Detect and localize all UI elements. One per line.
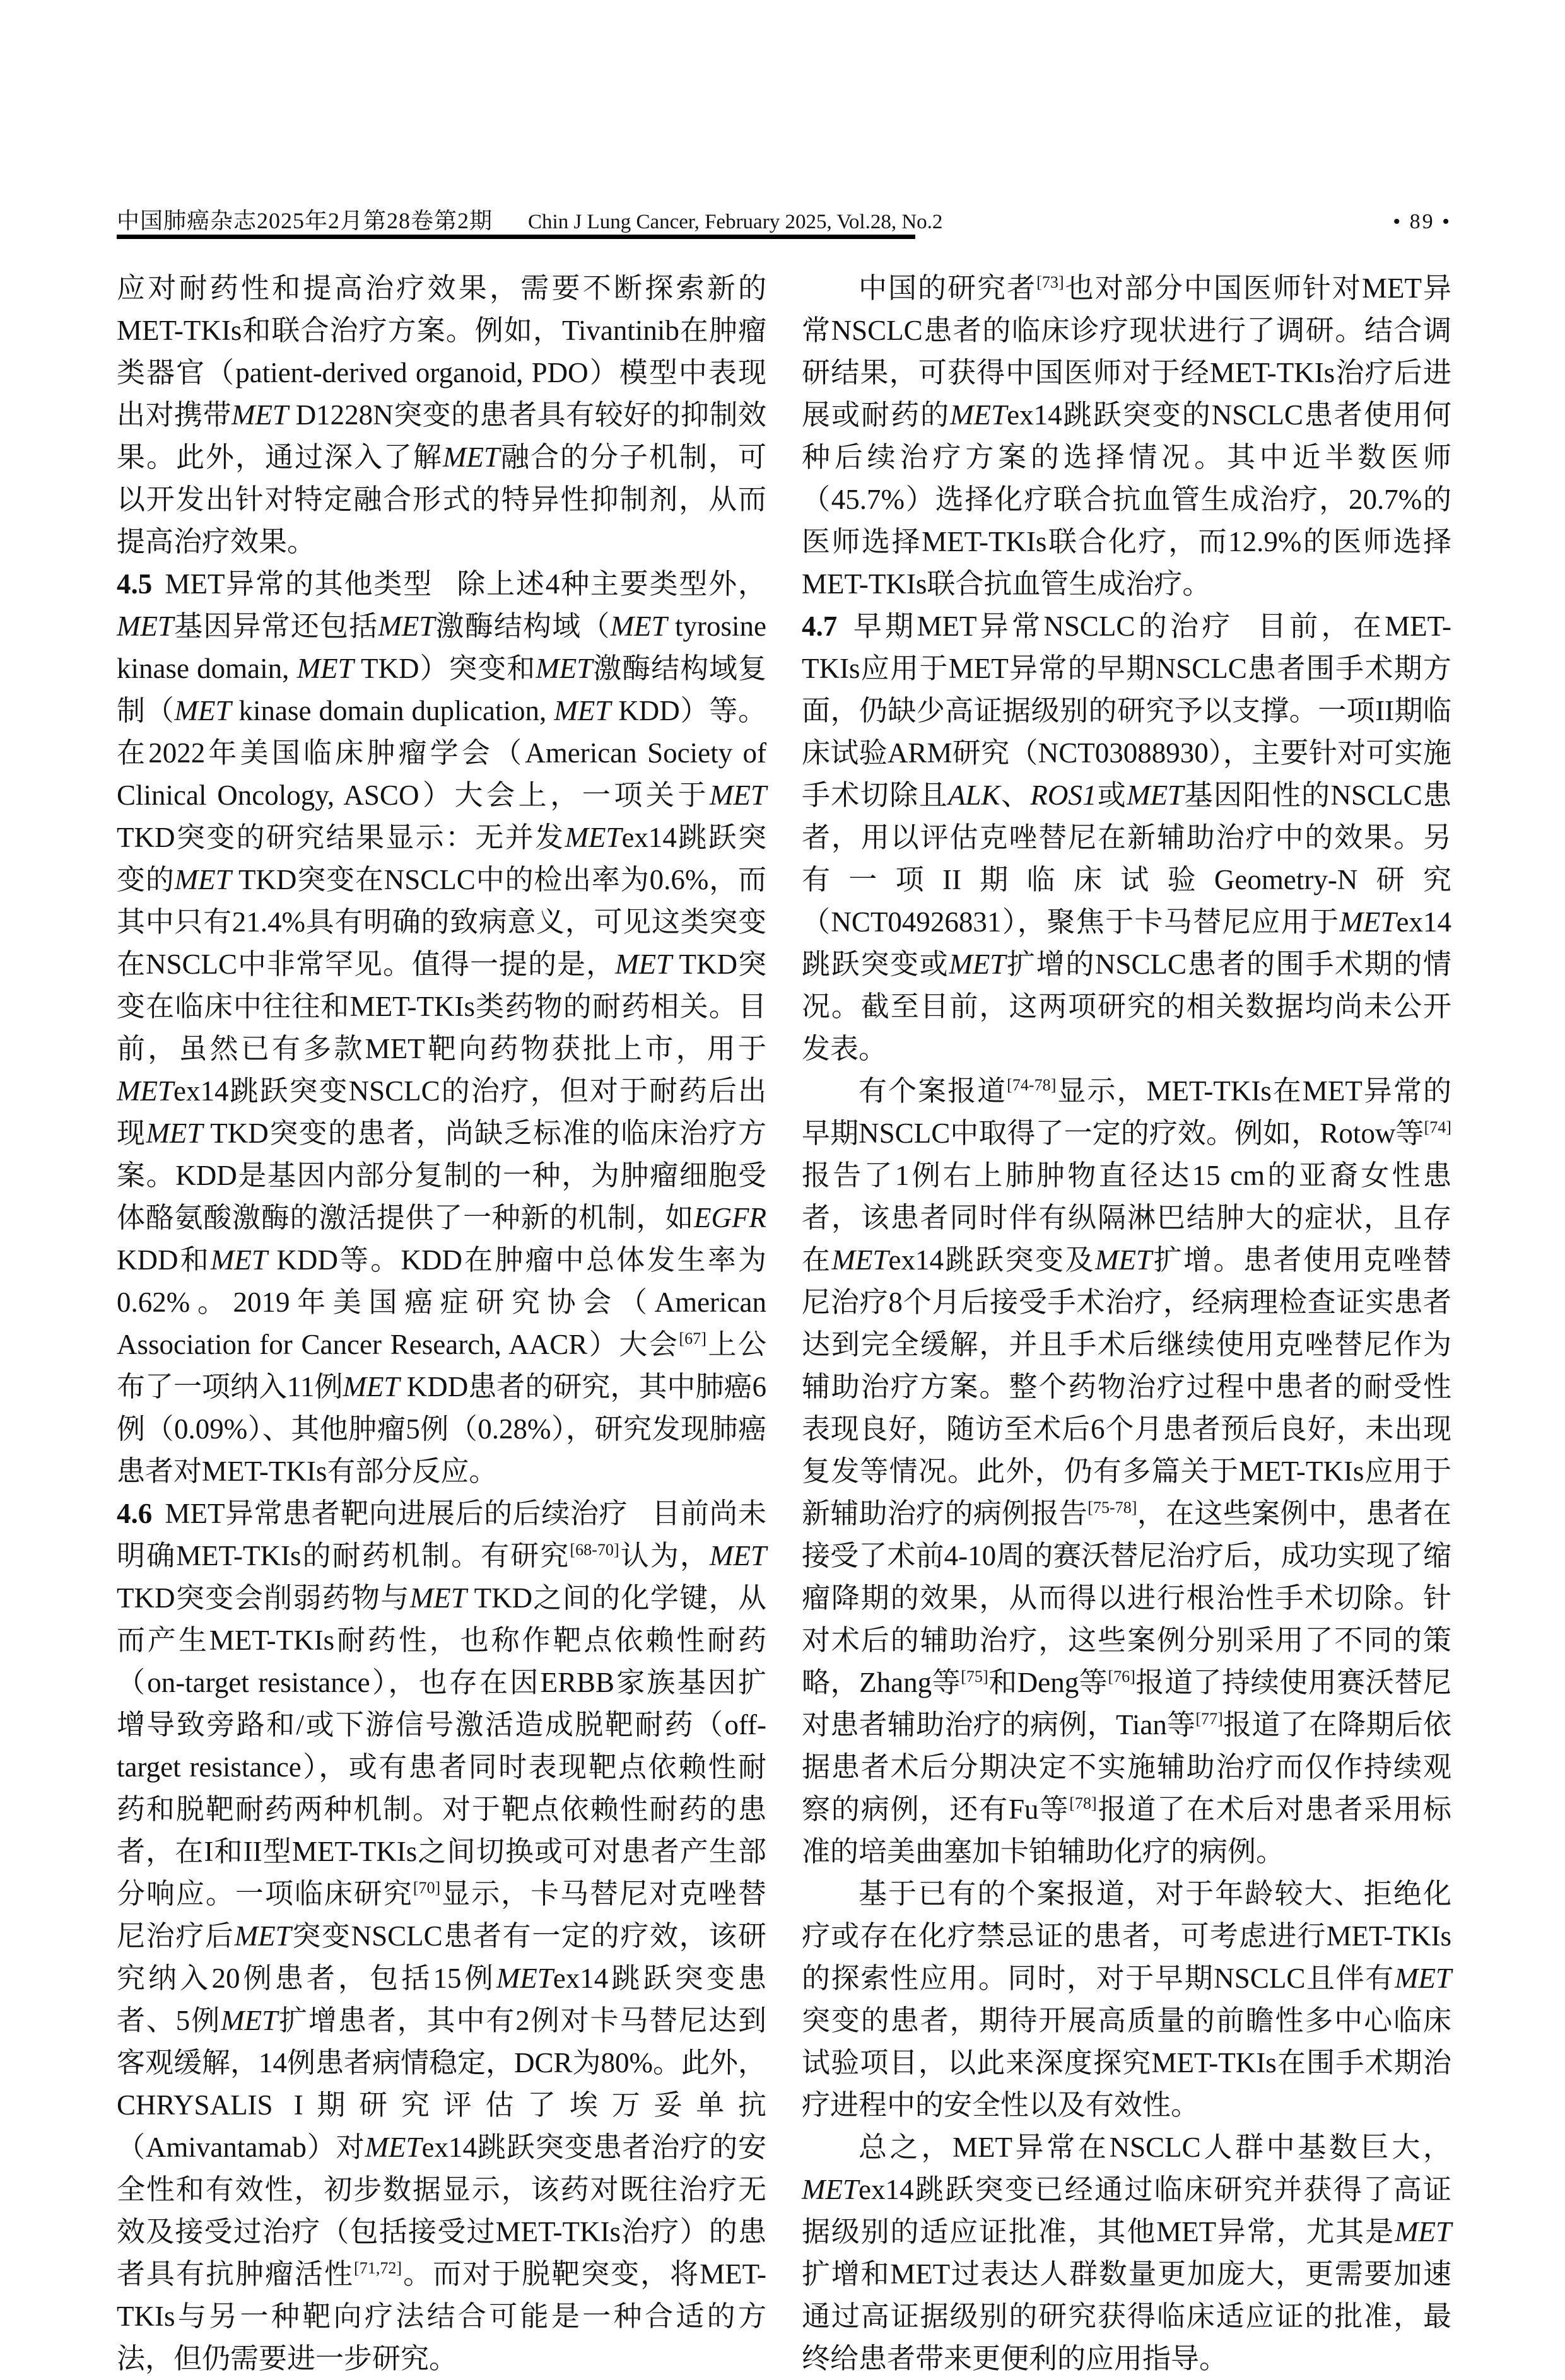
gene-name: MET	[117, 610, 173, 642]
gene-name: EGFR	[694, 1202, 766, 1234]
citation-ref: [75]	[961, 1667, 988, 1686]
gene-name: MET	[554, 695, 611, 726]
body-paragraph: 基于已有的个案报道，对于年龄较大、拒绝化疗或存在化疗禁忌证的患者，可考虑进行MET-TKIs的探索性应用。同时，对于早期NSCLC且伴有MET突变的患者，期待开展高质量的前瞻性多中心临床试验项目，以此来深度探究MET-TKIs在围手术期治疗进程中的安全性以及有效性。	[802, 1878, 1451, 2121]
citation-ref: [74]	[1424, 1118, 1451, 1136]
citation-ref: [78]	[1069, 1794, 1097, 1812]
gene-name: MET	[802, 2174, 859, 2205]
gene-name: MET	[210, 1244, 267, 1276]
gene-name: MET	[117, 1075, 173, 1107]
citation-ref: [67]	[679, 1329, 706, 1348]
citation-ref: [76]	[1108, 1667, 1135, 1686]
gene-name: MET	[231, 399, 288, 431]
gene-name: MET	[949, 948, 1006, 980]
body-paragraph: 有个案报道[74-78]显示，MET-TKIs在MET异常的早期NSCLC中取得了一定的疗效。例如，Rotow等[74]报告了1例右上肺肿物直径达15 cm的亚裔女性患者，该患者同时伴有纵隔淋巴结肿大的症状，且存在METex14跳跃突变及MET扩增。患者使用克唑替尼治疗8个月后接受手术治疗，经病理检查证实患者达到完全缓解，并且手术后继续使用克唑替尼作为辅助治疗方案。整个药物治疗过程中患者的耐受性表现良好，随访至术后6个月患者预后良好，未出现复发等情况。此外，仍有多篇关于MET-TKIs应用于新辅助治疗的病例报告[75-78]，在这些案例中，患者在接受了术前4-10周的赛沃替尼治疗后，成功实现了缩瘤降期的效果，从而得以进行根治性手术切除。针对术后的辅助治疗，这些案例分别采用了不同的策略，Zhang等[75]和Deng等[76]报道了持续使用赛沃替尼对患者辅助治疗的病例，Tian等[77]报道了在降期后依据患者术后分期决定不实施辅助治疗而仅作持续观察的病例，还有Fu等[78]报道了在术后对患者采用标准的培美曲塞加卡铂辅助化疗的病例。	[802, 1075, 1451, 1867]
section-title: MET异常患者靶向进展后的后续治疗	[165, 1498, 628, 1529]
gene-name: MET	[1395, 1963, 1451, 1994]
section-paragraph: 4.6 MET异常患者靶向进展后的后续治疗 目前尚未明确MET-TKIs的耐药机制。有研究[68-70]认为，MET TKD突变会削弱药物与MET TKD之间的化学键，从而产生MET-TKIs耐药性，也称作靶点依赖性耐药（on-target resistance），也存在因ERBB家族基因扩增导致旁路和/或下游信号激活造成脱靶耐药（off-target resistance），或有患者同时表现靶点依赖性耐药和脱靶耐药两种机制。对于靶点依赖性耐药的患者，在I和II型MET-TKIs之间切换或可对患者产生部分响应。一项临床研究[70]显示，卡马替尼对克唑替尼治疗后MET突变NSCLC患者有一定的疗效，该研究纳入20例患者，包括15例METex14跳跃突变患者、5例MET扩增患者，其中有2例对卡马替尼达到客观缓解，14例患者病情稳定，DCR为80%。此外，CHRYSALIS I期研究评估了埃万妥单抗（Amivantamab）对METex14跳跃突变患者治疗的安全性和有效性，初步数据显示，该药对既往治疗无效及接受过治疗（包括接受过MET-TKIs治疗）的患者具有抗肿瘤活性[71,72]。而对于脱靶突变，将MET-TKIs与另一种靶向疗法结合可能是一种合适的方法，但仍需要进一步研究。	[117, 1498, 767, 2374]
gene-name: ROS1	[1030, 779, 1097, 811]
section-title: MET异常的其他类型	[165, 568, 433, 600]
citation-ref: [77]	[1195, 1710, 1223, 1728]
body-paragraph: 中国的研究者[73]也对部分中国医师针对MET异常NSCLC患者的临床诊疗现状进行了调研。结合调研结果，可获得中国医师对于经MET-TKIs治疗后进展或耐药的METex14跳跃突变的NSCLC患者使用何种后续治疗方案的选择情况。其中近半数医师（45.7%）选择化疗联合抗血管生成治疗，20.7%的医师选择MET-TKIs联合化疗，而12.9%的医师选择MET-TKIs联合抗血管生成治疗。	[802, 272, 1451, 600]
gene-name: MET	[565, 822, 622, 853]
citation-ref: [70]	[413, 1879, 441, 1897]
header-rule	[117, 235, 915, 239]
section-paragraph: 4.5 MET异常的其他类型 除上述4种主要类型外，MET基因异常还包括MET激酶结构域（MET tyrosine kinase domain, MET TKD）突变和MET激酶结构域复制（MET kinase domain duplication, MET KDD）等。在2022年美国临床肿瘤学会（American Society of Clinical Oncology, ASCO）大会上，一项关于MET TKD突变的研究结果显示：无并发METex14跳跃突变的MET TKD突变在NSCLC中的检出率为0.6%，而其中只有21.4%具有明确的致病意义，可见这类突变在NSCLC中非常罕见。值得一提的是，MET TKD突变在临床中往往和MET-TKIs类药物的耐药相关。目前，虽然已有多款MET靶向药物获批上市，用于METex14跳跃突变NSCLC的治疗，但对于耐药后出现MET TKD突变的患者，尚缺乏标准的临床治疗方案。KDD是基因内部分复制的一种，为肿瘤细胞受体酪氨酸激酶的激活提供了一种新的机制，如EGFR KDD和MET KDD等。KDD在肿瘤中总体发生率为0.62%。2019年美国癌症研究协会（American Association for Cancer Research, AACR）大会[67]上公布了一项纳入11例MET KDD患者的研究，其中肺癌6例（0.09%）、其他肿瘤5例（0.28%），研究发现肺癌患者对MET-TKIs有部分反应。	[117, 568, 767, 1487]
journal-title-cn: 中国肺癌杂志2025年2月第28卷第2期	[117, 208, 493, 233]
section-paragraph: 4.7 早期MET异常NSCLC的治疗 目前，在MET-TKIs应用于MET异常的早期NSCLC患者围手术期方面，仍缺少高证据级别的研究予以支撑。一项II期临床试验ARM研究（NCT03088930），主要针对可实施手术切除且ALK、ROS1或MET基因阳性的NSCLC患者，用以评估克唑替尼在新辅助治疗中的效果。另有一项II期临床试验Geometry-N研究（NCT04926831），聚焦于卡马替尼应用于METex14跳跃突变或MET扩增的NSCLC患者的围手术期的情况。截至目前，这两项研究的相关数据均尚未公开发表。	[802, 610, 1451, 1065]
gene-name: MET	[950, 399, 1007, 431]
body-paragraph: 总之，MET异常在NSCLC人群中基数巨大，METex14跳跃突变已经通过临床研究并获得了高证据级别的适应证批准，其他MET异常，尤其是MET扩增和MET过表达人群数量更加庞大，更需要加速通过高证据级别的研究获得临床适应证的批准，最终给患者带来更便利的应用指导。	[802, 2132, 1451, 2374]
citation-ref: [75-78]	[1087, 1498, 1137, 1517]
gene-name: MET	[1127, 779, 1184, 811]
gene-name: MET	[221, 2005, 278, 2036]
gene-name: MET	[343, 1371, 400, 1403]
gene-name: MET	[378, 610, 435, 642]
gene-name: MET	[234, 1920, 291, 1952]
page-number: • 89 •	[1393, 210, 1451, 233]
gene-name: MET	[174, 864, 232, 895]
gene-name: MET	[409, 1582, 467, 1614]
gene-name: MET	[1339, 906, 1397, 938]
journal-title-en: Chin J Lung Cancer, February 2025, Vol.28, No.2	[528, 211, 943, 233]
citation-ref: [71,72]	[354, 2259, 402, 2277]
body-paragraph: 应对耐药性和提高治疗效果，需要不断探索新的MET-TKIs和联合治疗方案。例如，Tivantinib在肿瘤类器官（patient-derived organoid, PDO）模型中表现出对携带MET D1228N突变的患者具有较好的抑制效果。此外，通过深入了解MET融合的分子机制，可以开发出针对特定融合形式的特异性抑制剂，从而提高治疗效果。	[117, 272, 766, 557]
gene-name: MET	[442, 441, 500, 473]
citation-ref: [68-70]	[570, 1541, 619, 1559]
section-number: 4.5	[117, 568, 153, 600]
gene-name: MET	[174, 695, 232, 726]
gene-name: MET	[615, 948, 672, 980]
gene-name: MET	[710, 1540, 766, 1572]
gene-name: MET	[146, 1117, 203, 1149]
gene-name: MET	[496, 1963, 553, 1994]
gene-name: MET	[710, 779, 766, 811]
gene-name: MET	[296, 653, 354, 684]
gene-name: ALK	[948, 779, 1000, 811]
gene-name: MET	[536, 653, 593, 684]
page-header	[117, 203, 1451, 235]
citation-ref: [73]	[1036, 273, 1064, 291]
section-title: 早期MET异常NSCLC的治疗	[850, 610, 1234, 642]
gene-name: MET	[831, 1244, 889, 1276]
gene-name: MET	[365, 2132, 422, 2163]
citation-ref: [74-78]	[1007, 1076, 1057, 1094]
section-number: 4.7	[802, 610, 838, 642]
gene-name: MET	[1094, 1244, 1152, 1276]
gene-name: MET	[610, 610, 667, 642]
gene-name: MET	[1395, 2216, 1451, 2248]
article-body	[117, 267, 1451, 2380]
column-right	[802, 267, 1451, 2380]
section-number: 4.6	[117, 1498, 153, 1529]
column-left	[117, 267, 766, 2380]
